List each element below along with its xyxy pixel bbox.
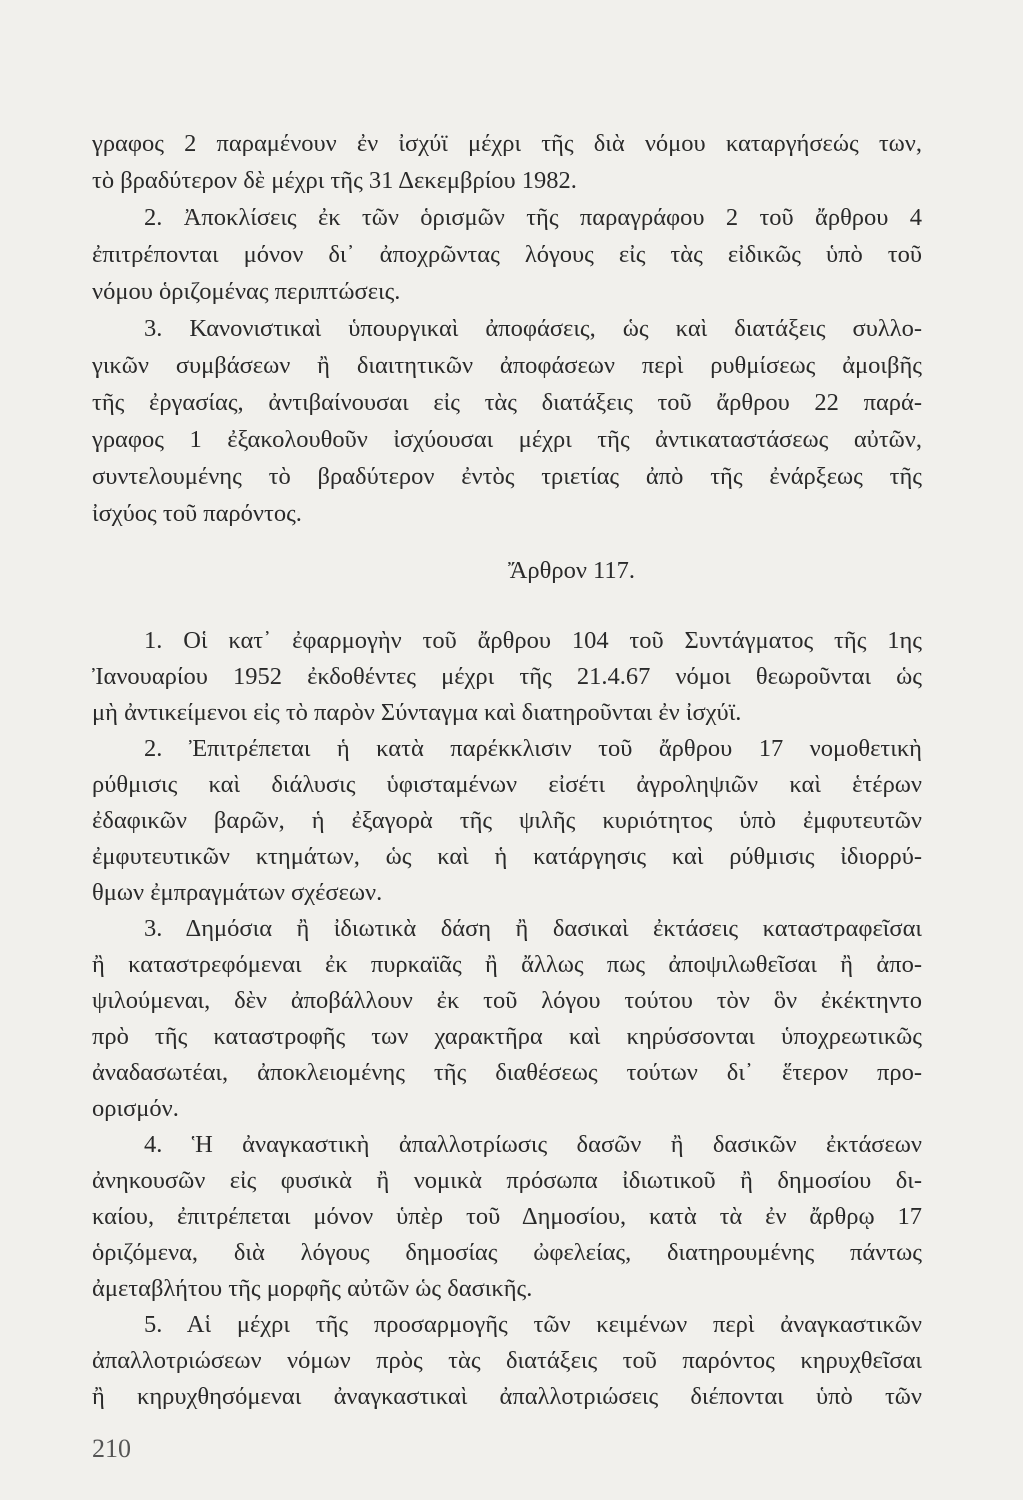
text-line: Ἰανουαρίου 1952 ἐκδοθέντες μέχρι τῆς 21.4.67 νόμοι θεωροῦνται ὡς — [92, 663, 922, 690]
text-line: ἀνηκουσῶν εἰς φυσικὰ ἢ νομικὰ πρόσωπα ἰδιωτικοῦ ἢ δημοσίου δι- — [92, 1167, 922, 1194]
text-line: ἢ καταστρεφόμεναι ἐκ πυρκαϊᾶς ἢ ἄλλως πως ἀποψιλωθεῖσαι ἢ ἀπο- — [92, 951, 922, 978]
text-line: ορισμόν. — [92, 1095, 179, 1122]
text-line: συντελουμένης τὸ βραδύτερον ἐντὸς τριετίας ἀπὸ τῆς ἐνάρξεως τῆς — [92, 463, 922, 490]
page-number: 210 — [92, 1434, 131, 1463]
text-line: ψιλούμεναι, δὲν ἀποβάλλουν ἐκ τοῦ λόγου τούτου τὸν ὃν ἐκέκτηντο — [92, 987, 922, 1014]
text-line: τῆς ἐργασίας, ἀντιβαίνουσαι εἰς τὰς διατάξεις τοῦ ἄρθρου 22 παρά- — [92, 389, 922, 416]
text-line: ἐπιτρέπονται μόνον δι᾿ ἀποχρῶντας λόγους εἰς τὰς εἰδικῶς ὑπὸ τοῦ — [92, 241, 922, 268]
text-line: ἐμφυτευτικῶν κτημάτων, ὡς καὶ ἡ κατάργησις καὶ ρύθμισις ἰδιορρύ- — [92, 843, 922, 870]
text-line: καίου, ἐπιτρέπεται μόνον ὑπὲρ τοῦ Δημοσίου, κατὰ τὰ ἐν ἄρθρῳ 17 — [92, 1203, 922, 1230]
text-line: ἀναδασωτέαι, ἀποκλειομένης τῆς διαθέσεως τούτων δι᾿ ἕτερον προ- — [92, 1059, 922, 1086]
text-line: μὴ ἀντικείμενοι εἰς τὸ παρὸν Σύνταγμα καὶ διατηροῦνται ἐν ἰσχύϊ. — [92, 699, 742, 726]
text-line: γραφος 1 ἐξακολουθοῦν ἰσχύουσαι μέχρι τῆς ἀντικαταστάσεως αὐτῶν, — [92, 426, 922, 453]
text-line: γραφος 2 παραμένουν ἐν ἰσχύϊ μέχρι τῆς διὰ νόμου καταργήσεώς των, — [92, 130, 922, 157]
text-line: τὸ βραδύτερον δὲ μέχρι τῆς 31 Δεκεμβρίου 1982. — [92, 167, 577, 194]
text-line: γικῶν συμβάσεων ἢ διαιτητικῶν ἀποφάσεων περὶ ρυθμίσεως ἀμοιβῆς — [92, 352, 922, 379]
text-line: 1. Οἱ κατ᾿ ἐφαρμογὴν τοῦ ἄρθρου 104 τοῦ Συντάγματος τῆς 1ης — [144, 627, 922, 654]
text-line: 3. Δημόσια ἢ ἰδιωτικὰ δάση ἢ δασικαὶ ἐκτάσεις καταστραφεῖσαι — [144, 915, 922, 942]
text-line: 4. Ἡ ἀναγκαστικὴ ἀπαλλοτρίωσις δασῶν ἢ δασικῶν ἐκτάσεων — [144, 1131, 922, 1158]
text-line: ρύθμισις καὶ διάλυσις ὑφισταμένων εἰσέτι ἀγροληψιῶν καὶ ἑτέρων — [92, 771, 922, 798]
text-line: ἀμεταβλήτου τῆς μορφῆς αὐτῶν ὡς δασικῆς. — [92, 1275, 533, 1302]
article-heading: Ἄρθρον 117. — [508, 557, 635, 584]
text-line: πρὸ τῆς καταστροφῆς των χαρακτῆρα καὶ κηρύσσονται ὑποχρεωτικῶς — [92, 1023, 922, 1050]
text-line: θμων ἐμπραγμάτων σχέσεων. — [92, 879, 383, 906]
text-line: ἢ κηρυχθησόμεναι ἀναγκαστικαὶ ἀπαλλοτριώσεις διέπονται ὑπὸ τῶν — [92, 1383, 922, 1410]
text-line: 2. Ἐπιτρέπεται ἡ κατὰ παρέκκλισιν τοῦ ἄρθρου 17 νομοθετικὴ — [144, 735, 922, 762]
text-line: ἐδαφικῶν βαρῶν, ἡ ἐξαγορὰ τῆς ψιλῆς κυριότητος ὑπὸ ἐμφυτευτῶν — [92, 807, 922, 834]
text-line: 2. Ἀποκλίσεις ἐκ τῶν ὁρισμῶν τῆς παραγράφου 2 τοῦ ἄρθρου 4 — [144, 204, 922, 231]
text-line: ἰσχύος τοῦ παρόντος. — [92, 500, 302, 527]
text-line: 3. Κανονιστικαὶ ὑπουργικαὶ ἀποφάσεις, ὡς καὶ διατάξεις συλλο- — [144, 315, 922, 342]
text-line: 5. Αἱ μέχρι τῆς προσαρμογῆς τῶν κειμένων περὶ ἀναγκαστικῶν — [144, 1311, 922, 1338]
text-line: ὁριζόμενα, διὰ λόγους δημοσίας ὠφελείας, διατηρουμένης πάντως — [92, 1239, 922, 1266]
text-line: νόμου ὁριζομένας περιπτώσεις. — [92, 278, 401, 305]
text-line: ἀπαλλοτριώσεων νόμων πρὸς τὰς διατάξεις τοῦ παρόντος κηρυχθεῖσαι — [92, 1347, 922, 1374]
